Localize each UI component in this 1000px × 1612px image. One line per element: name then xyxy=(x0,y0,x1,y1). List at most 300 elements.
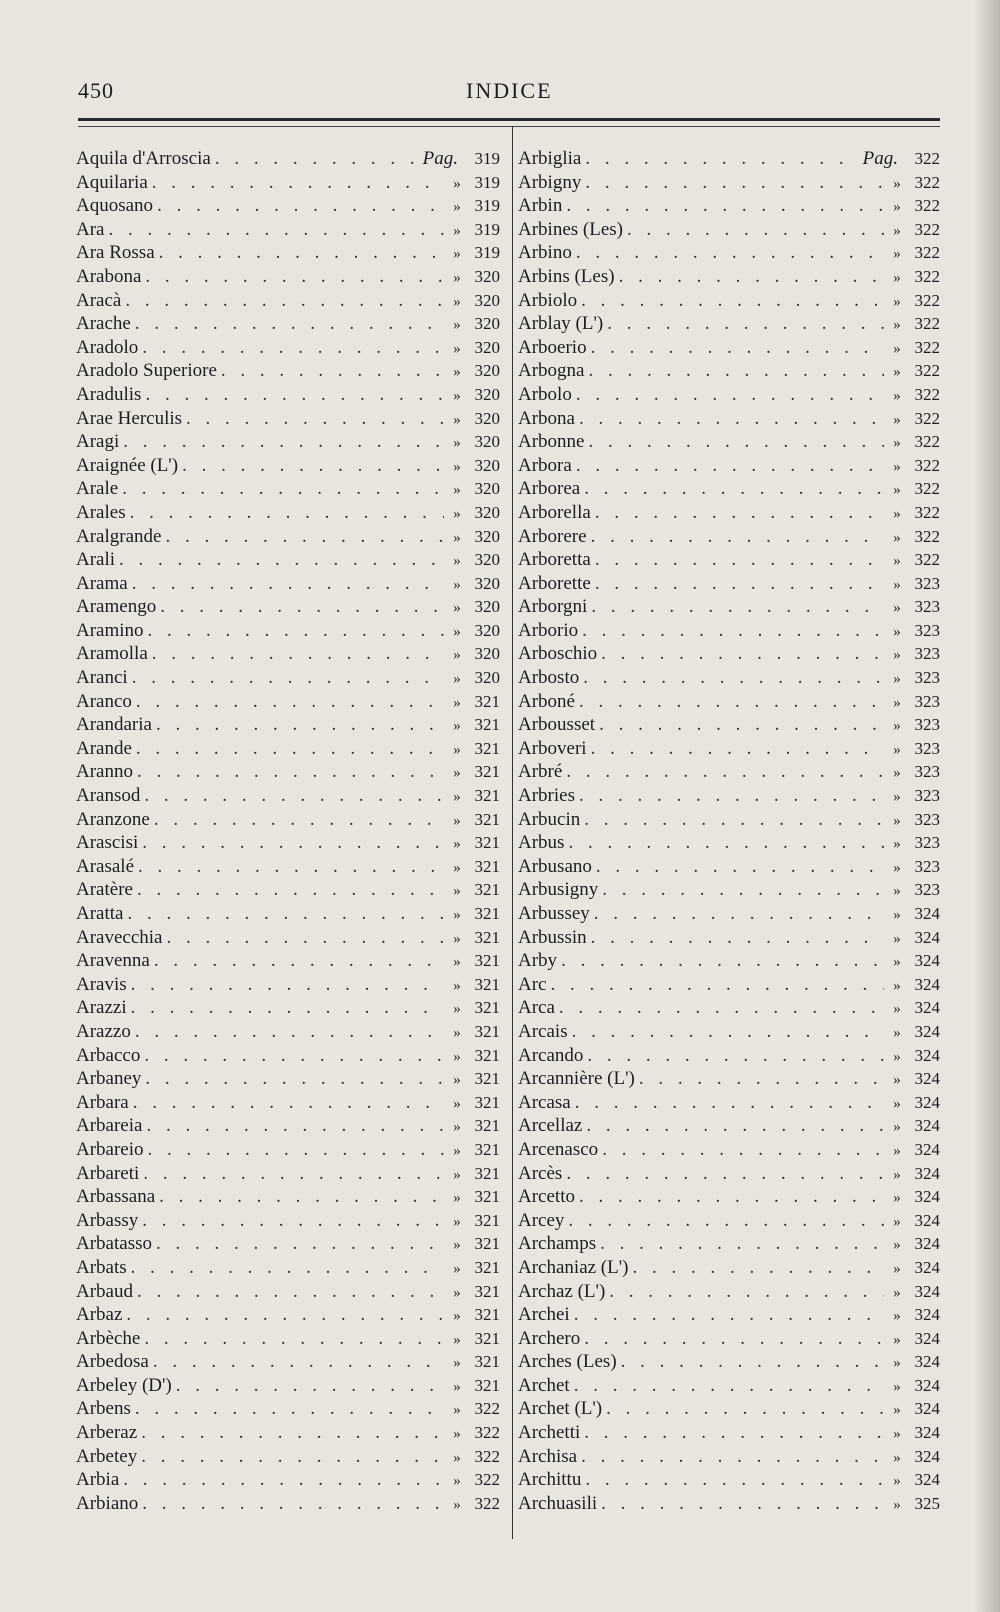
index-entry xyxy=(518,1446,940,1470)
entry-page-number: 323 xyxy=(914,597,940,617)
entry-page-number: 323 xyxy=(914,880,940,900)
index-entry xyxy=(76,1422,500,1446)
index-entry xyxy=(518,1493,940,1517)
entry-page-number: 321 xyxy=(474,1021,500,1041)
dot-leader xyxy=(566,761,884,783)
dot-leader xyxy=(591,596,884,618)
ditto-mark: » xyxy=(893,789,901,806)
entry-page-number: 324 xyxy=(914,1069,940,1089)
entry-page-number: 321 xyxy=(474,1187,500,1207)
dot-leader xyxy=(176,1375,444,1397)
entry-name: Arborgni xyxy=(518,596,588,618)
entry-page-number: 324 xyxy=(914,1328,940,1348)
ditto-mark: » xyxy=(453,1496,461,1513)
entry-page-number: 321 xyxy=(474,1163,500,1183)
entry-page-number: 322 xyxy=(474,1446,500,1466)
entry-page-number: 322 xyxy=(914,550,940,570)
dot-leader xyxy=(576,242,884,264)
index-entry xyxy=(76,1186,500,1210)
dot-leader xyxy=(154,809,444,831)
index-entry xyxy=(76,1446,500,1470)
index-entry xyxy=(518,903,940,927)
entry-page-number: 322 xyxy=(914,196,940,216)
entry-page-number: 319 xyxy=(474,219,500,239)
ditto-mark: » xyxy=(893,765,901,782)
entry-page-number: 321 xyxy=(474,998,500,1018)
entry-name: Aravenna xyxy=(76,950,150,972)
ditto-mark: » xyxy=(893,199,901,216)
entry-name: Arbosto xyxy=(518,667,580,689)
entry-name: Arca xyxy=(518,997,555,1019)
ditto-mark: » xyxy=(453,458,461,475)
entry-page-number: 320 xyxy=(474,314,500,334)
ditto-mark: » xyxy=(893,269,901,286)
entry-name: Arbin xyxy=(518,195,563,217)
dot-leader xyxy=(148,1139,444,1161)
entry-name: Arbia xyxy=(76,1469,120,1491)
ditto-mark: » xyxy=(893,1213,901,1230)
ditto-mark: » xyxy=(453,694,461,711)
dot-leader xyxy=(579,785,884,807)
index-entry xyxy=(518,809,940,833)
dot-leader xyxy=(156,714,444,736)
dot-leader xyxy=(602,879,884,901)
entry-name: Aranci xyxy=(76,667,128,689)
entry-name: Arby xyxy=(518,950,558,972)
pag-label: Pag. xyxy=(422,148,458,169)
index-entry xyxy=(76,785,500,809)
dot-leader xyxy=(607,313,884,335)
index-entry xyxy=(76,526,500,550)
column-divider xyxy=(512,126,513,1539)
index-entry xyxy=(76,809,500,833)
ditto-mark: » xyxy=(453,1355,461,1372)
dot-leader xyxy=(621,1351,884,1373)
entry-page-number: 322 xyxy=(914,361,940,381)
dot-leader xyxy=(159,1186,444,1208)
ditto-mark: » xyxy=(893,458,901,475)
dot-leader xyxy=(561,950,884,972)
dot-leader xyxy=(595,573,884,595)
index-entry xyxy=(76,997,500,1021)
dot-leader xyxy=(572,1021,884,1043)
dot-leader xyxy=(165,526,444,548)
entry-page-number: 320 xyxy=(474,432,500,452)
dot-leader xyxy=(606,1398,884,1420)
index-entry xyxy=(518,1304,940,1328)
entry-name: Arbaud xyxy=(76,1280,133,1302)
entry-page-number: 324 xyxy=(914,1021,940,1041)
entry-name: Arches (Les) xyxy=(518,1351,617,1373)
index-entry xyxy=(76,1257,500,1281)
dot-leader xyxy=(186,408,444,430)
index-column-left xyxy=(76,148,500,1516)
index-entry xyxy=(76,478,500,502)
dot-leader xyxy=(127,903,444,925)
entry-name: Arbusigny xyxy=(518,879,599,901)
dot-leader xyxy=(596,856,884,878)
entry-name: Arbassy xyxy=(76,1209,139,1231)
ditto-mark: » xyxy=(893,1402,901,1419)
entry-name: Arbus xyxy=(518,832,565,854)
dot-leader xyxy=(135,1021,444,1043)
dot-leader xyxy=(568,832,884,854)
ditto-mark: » xyxy=(893,694,901,711)
ditto-mark: » xyxy=(453,930,461,947)
entry-name: Arborella xyxy=(518,501,591,523)
entry-page-number: 323 xyxy=(914,573,940,593)
entry-page-number: 322 xyxy=(914,526,940,546)
ditto-mark: » xyxy=(453,1095,461,1112)
ditto-mark: » xyxy=(453,789,461,806)
index-entry xyxy=(76,1115,500,1139)
ditto-mark: » xyxy=(453,836,461,853)
dot-leader xyxy=(579,691,884,713)
index-entry xyxy=(76,714,500,738)
index-entry xyxy=(76,691,500,715)
entry-name: Arache xyxy=(76,313,131,335)
entry-page-number: 321 xyxy=(474,1210,500,1230)
entry-name: Arbats xyxy=(76,1256,127,1278)
dot-leader xyxy=(584,1422,884,1444)
index-entry xyxy=(518,242,940,266)
index-entry xyxy=(76,738,500,762)
entry-name: Arales xyxy=(76,501,126,523)
index-entry xyxy=(76,643,500,667)
entry-page-number: 320 xyxy=(474,455,500,475)
entry-page-number: 319 xyxy=(474,172,500,192)
entry-name: Arbèche xyxy=(76,1327,141,1349)
index-entry xyxy=(518,1210,940,1234)
dot-leader xyxy=(574,1375,884,1397)
index-entry xyxy=(518,997,940,1021)
index-entry xyxy=(518,573,940,597)
ditto-mark: » xyxy=(893,671,901,688)
entry-page-number: 321 xyxy=(474,715,500,735)
dot-leader xyxy=(582,620,884,642)
ditto-mark: » xyxy=(893,576,901,593)
entry-name: Arbines (Les) xyxy=(518,218,623,240)
entry-page-number: 321 xyxy=(474,691,500,711)
dot-leader xyxy=(595,502,884,524)
index-entry xyxy=(518,596,940,620)
index-entry xyxy=(518,337,940,361)
entry-name: Arbussey xyxy=(518,903,590,924)
ditto-mark: » xyxy=(453,741,461,758)
dot-leader xyxy=(585,148,858,170)
entry-name: Arcetto xyxy=(518,1186,575,1208)
entry-name: Aramengo xyxy=(76,596,157,618)
index-entry xyxy=(518,172,940,196)
entry-page-number: 324 xyxy=(914,1375,940,1395)
ditto-mark: » xyxy=(453,1166,461,1183)
entry-page-number: 321 xyxy=(474,1352,500,1372)
index-entry xyxy=(518,384,940,408)
ditto-mark: » xyxy=(453,647,461,664)
entry-page-number: 325 xyxy=(914,1493,940,1513)
dot-leader xyxy=(145,1068,444,1090)
index-entry xyxy=(76,879,500,903)
entry-name: Arbussin xyxy=(518,926,587,948)
ditto-mark: » xyxy=(453,600,461,617)
dot-leader xyxy=(108,219,444,241)
ditto-mark: » xyxy=(453,859,461,876)
ditto-mark: » xyxy=(893,954,901,971)
entry-page-number: 321 xyxy=(474,1281,500,1301)
ditto-mark: » xyxy=(893,1496,901,1513)
dot-leader xyxy=(639,1068,884,1090)
ditto-mark: » xyxy=(453,482,461,499)
index-entry xyxy=(76,1210,500,1234)
ditto-mark: » xyxy=(893,1072,901,1089)
index-entry xyxy=(518,1281,940,1305)
dot-leader xyxy=(595,549,884,571)
entry-name: Ara xyxy=(76,218,105,240)
entry-page-number: 321 xyxy=(474,1328,500,1348)
ditto-mark: » xyxy=(893,1001,901,1018)
ditto-mark: » xyxy=(453,411,461,428)
entry-name: Arbacco xyxy=(76,1044,141,1066)
dot-leader xyxy=(135,313,444,335)
ditto-mark: » xyxy=(453,1001,461,1018)
index-entry xyxy=(518,1375,940,1399)
dot-leader xyxy=(588,431,884,453)
dot-leader xyxy=(594,903,884,925)
entry-page-number: 324 xyxy=(914,1234,940,1254)
entry-name: Archet (L') xyxy=(518,1398,603,1420)
index-entry xyxy=(76,1375,500,1399)
dot-leader xyxy=(142,1210,444,1232)
dot-leader xyxy=(633,1257,885,1279)
dot-leader xyxy=(579,408,884,430)
ditto-mark: » xyxy=(893,364,901,381)
entry-name: Arazzo xyxy=(76,1020,131,1042)
index-entry xyxy=(76,1469,500,1493)
ditto-mark: » xyxy=(453,1048,461,1065)
entry-name: Arboretta xyxy=(518,549,591,571)
running-title: INDICE xyxy=(466,78,553,103)
dot-leader xyxy=(579,1186,884,1208)
index-entry xyxy=(76,313,500,337)
index-entry xyxy=(76,950,500,974)
ditto-mark: » xyxy=(453,364,461,381)
dot-leader xyxy=(584,478,884,500)
ditto-mark: » xyxy=(453,1449,461,1466)
entry-page-number: 320 xyxy=(474,479,500,499)
ditto-mark: » xyxy=(453,1284,461,1301)
entry-name: Arbara xyxy=(76,1091,129,1113)
dot-leader xyxy=(119,549,444,571)
entry-page-number: 324 xyxy=(914,1187,940,1207)
ditto-mark: » xyxy=(453,246,461,263)
index-entry xyxy=(76,1045,500,1069)
entry-page-number: 320 xyxy=(474,384,500,404)
entry-name: Aradulis xyxy=(76,383,142,405)
page-number: 450 xyxy=(78,78,114,103)
dot-leader xyxy=(144,1328,444,1350)
entry-name: Arascisi xyxy=(76,832,139,854)
header-rule xyxy=(78,118,940,121)
ditto-mark: » xyxy=(453,317,461,334)
index-entry xyxy=(518,738,940,762)
dot-leader xyxy=(627,219,884,241)
dot-leader xyxy=(141,1422,444,1444)
ditto-mark: » xyxy=(893,505,901,522)
index-entry xyxy=(518,1257,940,1281)
index-entry xyxy=(518,1068,940,1092)
ditto-mark: » xyxy=(453,1142,461,1159)
entry-page-number: 324 xyxy=(914,1045,940,1065)
entry-page-number: 321 xyxy=(474,974,500,994)
entry-name: Aramino xyxy=(76,619,144,641)
entry-page-number: 320 xyxy=(474,337,500,357)
index-entry xyxy=(76,195,500,219)
entry-page-number: 323 xyxy=(914,644,940,664)
index-entry xyxy=(76,856,500,880)
entry-name: Arbassana xyxy=(76,1186,156,1208)
entry-name: Arborette xyxy=(518,572,591,594)
dot-leader xyxy=(144,1045,444,1067)
dot-leader xyxy=(566,195,884,217)
index-entry xyxy=(518,360,940,384)
entry-page-number: 321 xyxy=(474,904,500,923)
entry-name: Aralgrande xyxy=(76,525,162,547)
ditto-mark: » xyxy=(453,505,461,522)
dot-leader xyxy=(619,266,884,288)
ditto-mark: » xyxy=(453,1308,461,1325)
ditto-mark: » xyxy=(893,1119,901,1136)
dot-leader xyxy=(137,1281,444,1303)
dot-leader xyxy=(138,856,444,878)
ditto-mark: » xyxy=(893,1048,901,1065)
index-entry xyxy=(518,832,940,856)
dot-leader xyxy=(152,172,444,194)
ditto-mark: » xyxy=(893,1095,901,1112)
entry-page-number: 324 xyxy=(914,904,940,923)
dot-leader xyxy=(583,667,884,689)
index-entry xyxy=(518,455,940,479)
index-entry xyxy=(76,620,500,644)
entry-page-number: 323 xyxy=(914,620,940,640)
dot-leader xyxy=(568,1210,884,1232)
ditto-mark: » xyxy=(893,317,901,334)
entry-page-number: 322 xyxy=(914,314,940,334)
ditto-mark: » xyxy=(893,1355,901,1372)
entry-page-number: 322 xyxy=(914,408,940,428)
dot-leader xyxy=(123,1469,444,1491)
entry-name: Arc xyxy=(518,973,547,995)
index-entry xyxy=(518,478,940,502)
entry-name: Arbiano xyxy=(76,1492,139,1514)
page-header xyxy=(78,78,940,108)
ditto-mark: » xyxy=(893,647,901,664)
entry-name: Archet xyxy=(518,1374,570,1396)
entry-name: Arama xyxy=(76,572,128,594)
ditto-mark: » xyxy=(453,199,461,216)
ditto-mark: » xyxy=(893,836,901,853)
entry-page-number: 320 xyxy=(474,620,500,640)
entry-name: Arasalé xyxy=(76,855,135,877)
index-entry xyxy=(518,643,940,667)
ditto-mark: » xyxy=(453,1402,461,1419)
index-entry xyxy=(76,1139,500,1163)
entry-page-number: 321 xyxy=(474,762,500,782)
index-entry xyxy=(76,242,500,266)
index-entry xyxy=(518,620,940,644)
entry-name: Aracà xyxy=(76,289,122,311)
entry-page-number: 324 xyxy=(914,1139,940,1159)
entry-page-number: 321 xyxy=(474,1305,500,1325)
ditto-mark: » xyxy=(893,907,901,923)
entry-name: Arandaria xyxy=(76,714,152,736)
entry-name: Arale xyxy=(76,478,119,500)
entry-name: Archaniaz (L') xyxy=(518,1256,629,1278)
index-entry xyxy=(76,1233,500,1257)
entry-page-number: 320 xyxy=(474,266,500,286)
dot-leader xyxy=(591,738,884,760)
ditto-mark: » xyxy=(893,930,901,947)
entry-name: Arbeley (D') xyxy=(76,1374,172,1396)
entry-page-number: 324 xyxy=(914,1163,940,1183)
entry-name: Aranzone xyxy=(76,808,150,830)
dot-leader xyxy=(131,1257,444,1279)
entry-page-number: 321 xyxy=(474,1234,500,1254)
entry-page-number: 320 xyxy=(474,668,500,688)
entry-name: Arbareti xyxy=(76,1162,140,1184)
dot-leader xyxy=(157,195,444,217)
entry-name: Arbareio xyxy=(76,1138,144,1160)
entry-page-number: 320 xyxy=(474,502,500,522)
dot-leader xyxy=(159,242,444,264)
entry-page-number: 322 xyxy=(474,1423,500,1443)
dot-leader xyxy=(131,997,444,1019)
dot-leader xyxy=(601,643,884,665)
ditto-mark: » xyxy=(453,671,461,688)
entry-name: Arcando xyxy=(518,1044,584,1066)
ditto-mark: » xyxy=(453,529,461,546)
entry-page-number: 321 xyxy=(474,1069,500,1089)
entry-page-number: 320 xyxy=(474,550,500,570)
ditto-mark: » xyxy=(453,1260,461,1277)
dot-leader xyxy=(130,502,444,524)
ditto-mark: » xyxy=(893,741,901,758)
ditto-mark: » xyxy=(893,718,901,735)
entry-name: Arbigny xyxy=(518,171,582,193)
index-entry xyxy=(518,785,940,809)
dot-leader xyxy=(574,1304,884,1326)
entry-page-number: 321 xyxy=(474,1139,500,1159)
dot-leader xyxy=(576,384,884,406)
entry-name: Arbré xyxy=(518,761,563,783)
index-entry xyxy=(518,974,940,998)
ditto-mark: » xyxy=(893,482,901,499)
index-entry xyxy=(518,1469,940,1493)
dot-leader xyxy=(587,1045,884,1067)
entry-page-number: 324 xyxy=(914,1257,940,1277)
ditto-mark: » xyxy=(893,623,901,640)
entry-page-number: 323 xyxy=(914,833,940,853)
ditto-mark: » xyxy=(453,907,461,923)
ditto-mark: » xyxy=(453,954,461,971)
entry-page-number: 320 xyxy=(474,526,500,546)
entry-name: Archittu xyxy=(518,1469,582,1491)
entry-name: Arbedosa xyxy=(76,1351,149,1373)
ditto-mark: » xyxy=(893,1308,901,1325)
dot-leader xyxy=(585,1469,884,1491)
entry-name: Arbries xyxy=(518,785,575,807)
dot-leader xyxy=(137,879,444,901)
entry-page-number: 321 xyxy=(474,1375,500,1395)
